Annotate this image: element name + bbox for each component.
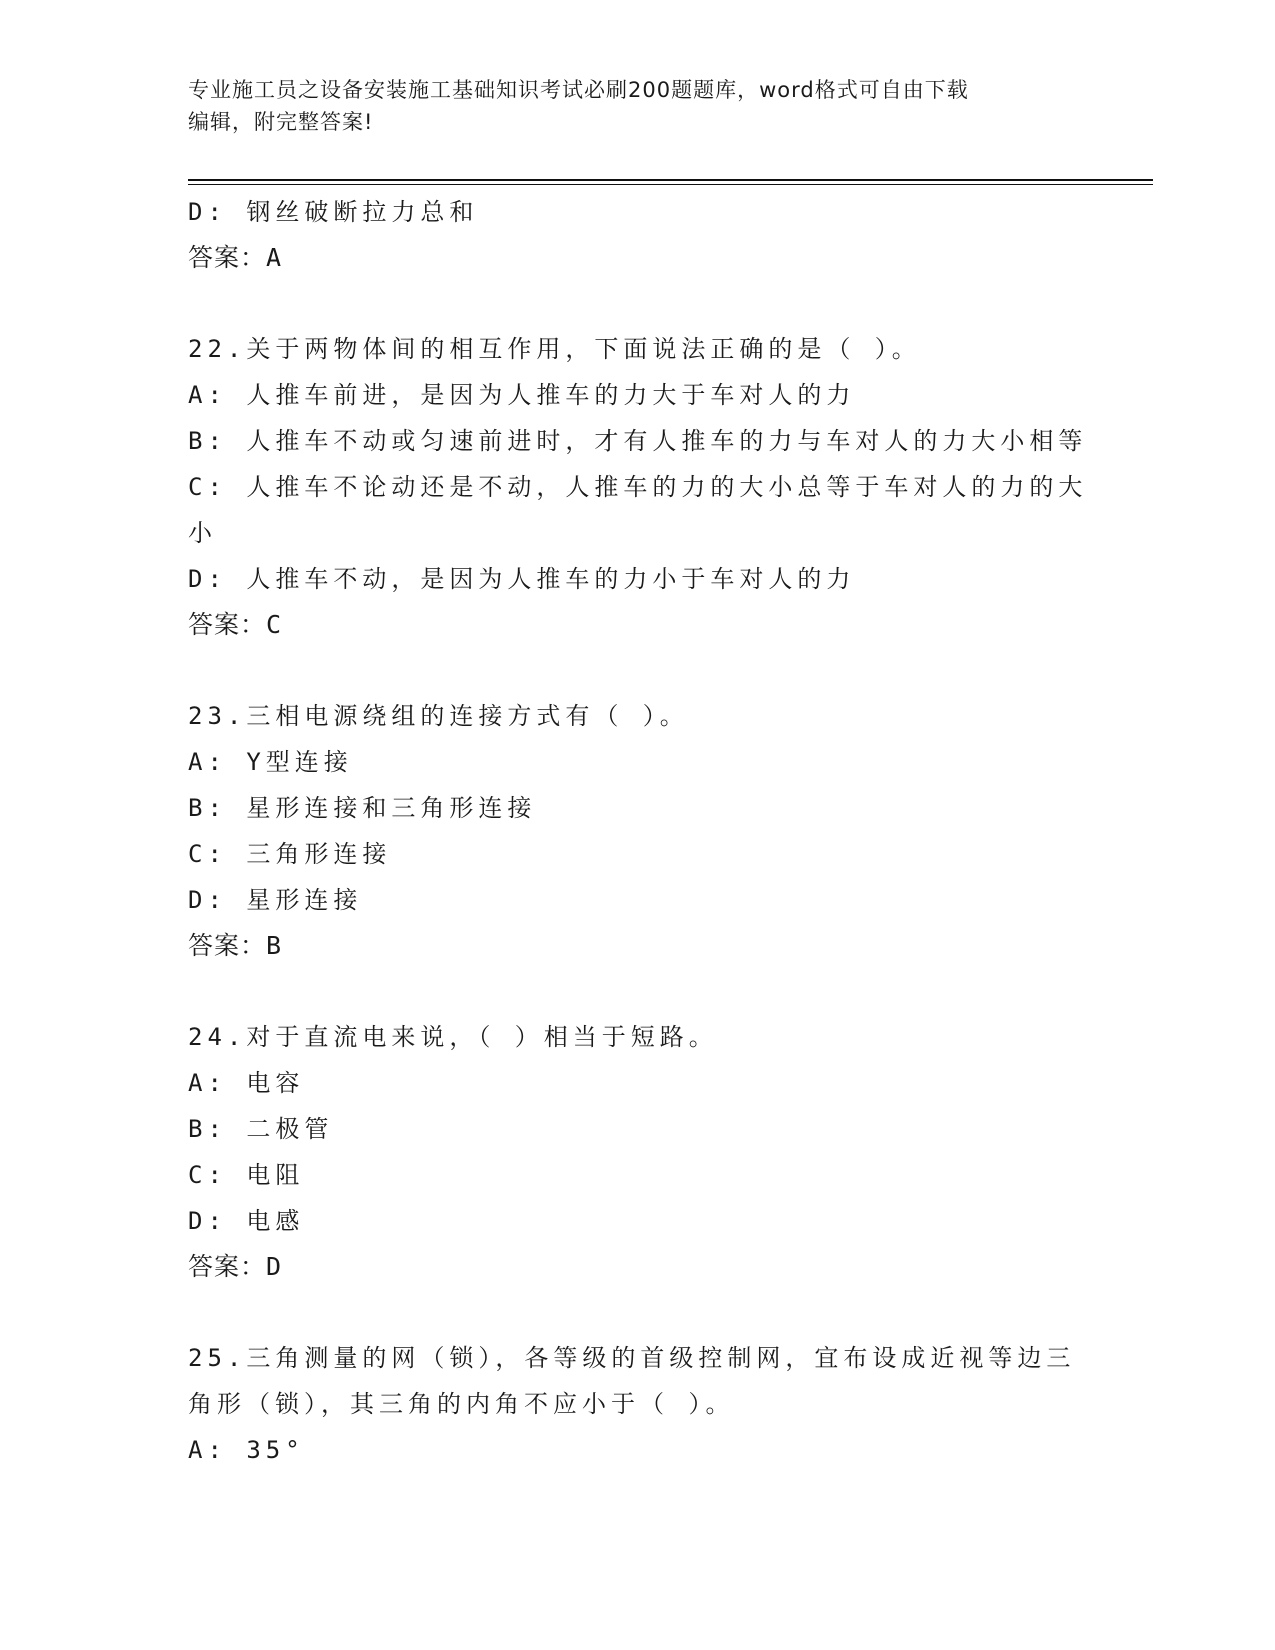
question-22 xyxy=(188,326,1088,648)
question-answer xyxy=(188,1244,1088,1290)
answer-label: 答案： xyxy=(188,931,267,960)
question-stem: 22.关于两物体间的相互作用，下面说法正确的是（ ）。 xyxy=(188,335,921,363)
prev-question-option-d: D: 钢丝破断拉力总和 xyxy=(188,198,479,226)
option-c: C: 三角形连接 xyxy=(188,840,392,868)
answer-value: B xyxy=(266,931,283,960)
question-23 xyxy=(188,693,1088,969)
option-a: A: 35° xyxy=(188,1436,305,1464)
option-d: D: 电感 xyxy=(188,1207,305,1235)
option-c-continued: 小 xyxy=(188,519,217,547)
header-divider-thin xyxy=(188,184,1153,185)
question-list xyxy=(188,189,1088,1473)
answer-value: C xyxy=(266,610,283,639)
document-header xyxy=(188,74,1088,138)
option-c: C: 人推车不论动还是不动，人推车的力的大小总等于车对人的力的大 xyxy=(188,473,1088,501)
question-24 xyxy=(188,1014,1088,1290)
option-b: B: 星形连接和三角形连接 xyxy=(188,794,537,822)
option-a: A: 人推车前进，是因为人推车的力大于车对人的力 xyxy=(188,381,856,409)
answer-label: 答案： xyxy=(188,610,267,639)
answer-value: D xyxy=(266,1252,283,1281)
question-stem: 23.三相电源绕组的连接方式有（ ）。 xyxy=(188,702,689,730)
option-a: A: 电容 xyxy=(188,1069,305,1097)
header-line-1: 专业施工员之设备安装施工基础知识考试必刷200题题库，word格式可自由下载 xyxy=(188,78,969,102)
option-b: B: 人推车不动或匀速前进时，才有人推车的力与车对人的力大小相等 xyxy=(188,427,1088,455)
question-stem-line-2: 角形（锁），其三角的内角不应小于（ ）。 xyxy=(188,1390,735,1418)
prev-question-answer xyxy=(188,235,1088,281)
option-a: A: Y型连接 xyxy=(188,748,353,776)
answer-value: A xyxy=(266,243,283,272)
question-25 xyxy=(188,1335,1088,1473)
option-d: D: 星形连接 xyxy=(188,886,363,914)
question-answer xyxy=(188,923,1088,969)
answer-label: 答案： xyxy=(188,1252,267,1281)
option-b: B: 二极管 xyxy=(188,1115,334,1143)
option-d: D: 人推车不动，是因为人推车的力小于车对人的力 xyxy=(188,565,856,593)
option-c: C: 电阻 xyxy=(188,1161,305,1189)
header-line-2: 编辑，附完整答案! xyxy=(188,110,374,134)
question-answer xyxy=(188,602,1088,648)
answer-label: 答案： xyxy=(188,243,267,272)
question-stem-line-1: 25.三角测量的网（锁），各等级的首级控制网，宜布设成近视等边三 xyxy=(188,1344,1076,1372)
question-stem: 24.对于直流电来说，（ ）相当于短路。 xyxy=(188,1023,718,1051)
header-divider-thick xyxy=(188,179,1153,181)
